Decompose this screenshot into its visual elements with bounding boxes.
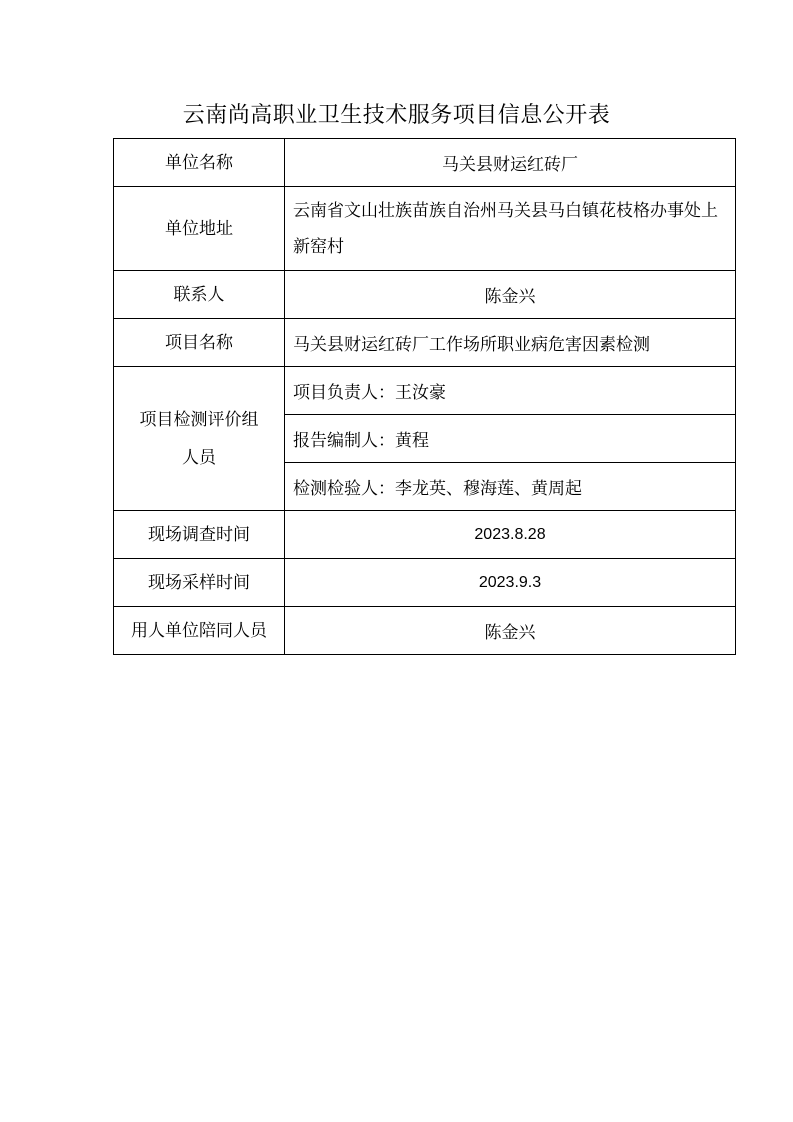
- unit-name-value: 马关县财运红砖厂: [285, 139, 736, 187]
- unit-address-cell: [285, 187, 736, 271]
- team-label: 项目检测评价组人员: [114, 367, 285, 511]
- table-row-unit-name: [114, 139, 736, 187]
- unit-name-label: 单位名称: [114, 139, 285, 187]
- survey-time-value: 2023.8.28: [285, 511, 736, 559]
- sampling-time-label: 现场采样时间: [114, 559, 285, 607]
- inspectors-value: 检测检验人：李龙英、穆海莲、黄周起: [285, 463, 736, 511]
- project-name-value: 马关县财运红砖厂工作场所职业病危害因素检测: [285, 319, 736, 367]
- sampling-time-value: 2023.9.3: [285, 559, 736, 607]
- escort-label: 用人单位陪同人员: [114, 607, 285, 655]
- table-row-project-name: [114, 319, 736, 367]
- table-row-unit-address: [114, 187, 736, 271]
- report-author-value: 报告编制人：黄程: [285, 415, 736, 463]
- project-name-label: 项目名称: [114, 319, 285, 367]
- page-title: 云南尚高职业卫生技术服务项目信息公开表: [182, 103, 611, 128]
- team-leader-value: 项目负责人：王汝豪: [285, 367, 736, 415]
- table-row-contact: [114, 271, 736, 319]
- survey-time-label: 现场调查时间: [114, 511, 285, 559]
- table-row-sampling-time: [114, 559, 736, 607]
- unit-address-label: 单位地址: [114, 187, 285, 271]
- table-row-survey-time: [114, 511, 736, 559]
- unit-address-value: 云南省文山壮族苗族自治州马关县马白镇花枝格办事处上新窑村: [293, 200, 718, 257]
- table-row-team-leader: [114, 367, 736, 415]
- project-info-table: [113, 138, 736, 655]
- table-row-escort: [114, 607, 736, 655]
- escort-value: 陈金兴: [285, 607, 736, 655]
- contact-label: 联系人: [114, 271, 285, 319]
- contact-value: 陈金兴: [285, 271, 736, 319]
